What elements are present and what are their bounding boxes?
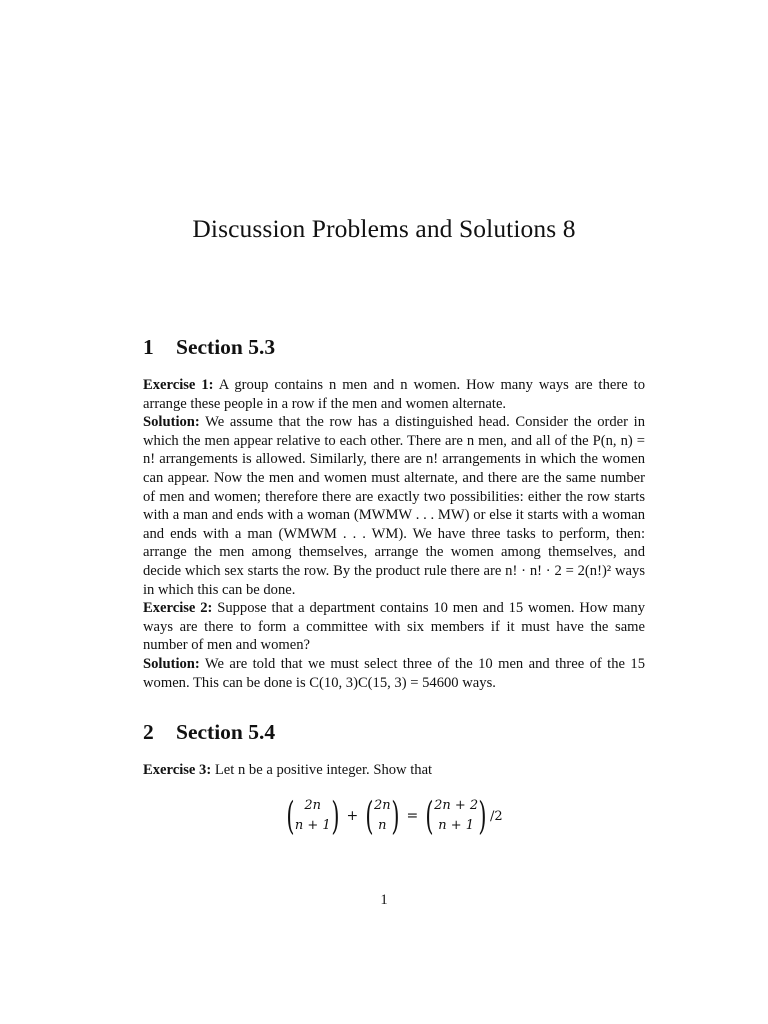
binomial-identity-equation [283,791,503,841]
solution-1-text: We assume that the row has a distinguished head. Consider the order in which the men appear relative to each other. There are n men, and all of the P(n, n) = n! arrangements is allowed. Similarly, there are n! arrangements in which the women can appear. Now the men and women must alternate, and there are the same number of men and women; therefore there are exactly two possibilities: either the row starts with a man and ends with a woman (MWMW . . . MW) or else it starts with a woman and ends with a man (WMWM . . . WM). We have three tasks to perform, then: arrange the men among themselves, arrange the women among themselves, and decide which sex starts the row. By the product rule there are n! · n! · 2 = 2(n!)² ways in which this can be done. [143,414,645,598]
right-paren: ) [391,794,400,838]
exercise-3-text: Let n be a positive integer. Show that [214,762,433,778]
left-paren: ( [286,794,295,838]
section-title: Section 5.4 [176,720,276,744]
section-heading-2 [143,720,275,745]
section-title: Section 5.3 [176,335,276,359]
right-paren: ) [330,794,340,838]
page-title: Discussion Problems and Solutions 8 [192,214,576,243]
solution-1 [143,413,645,599]
binomial-term-2 [362,796,402,836]
exercise-2 [143,599,645,655]
section-2-body [143,761,645,780]
binomial-top: 2n [374,798,391,813]
left-paren: ( [365,794,374,838]
binomial-bottom: n + 1 [294,818,331,833]
exercise-2-label: Exercise 2: [143,600,213,617]
binomial-bottom: n [378,818,387,833]
binomial-top: 2n [304,798,322,813]
solution-2-text: We are told that we must select three of the 10 men and three of the 15 women. This can be done is C(10, 3)C(15, 3) = 54600 ways. [143,655,645,691]
section-heading-1 [143,335,275,360]
page-number: 1 [380,892,388,908]
exercise-3 [143,761,645,780]
binomial-bottom: n + 1 [438,818,475,833]
left-paren: ( [425,794,434,838]
section-number: 1 [143,335,154,359]
binomial-top: 2n + 2 [434,798,479,813]
exercise-1 [143,376,645,413]
plus-operator: + [346,808,359,824]
exercise-1-label: Exercise 1: [143,377,214,393]
solution-1-label: Solution: [143,414,200,431]
exercise-3-label: Exercise 3: [143,762,212,778]
section-number: 2 [143,720,154,744]
equals-operator: = [406,808,419,824]
equation-suffix: /2 [489,808,503,824]
binomial-term-3 [422,796,490,836]
right-paren: ) [478,794,487,838]
exercise-1-text: A group contains n men and n women. How many ways are there to arrange these people in a row if the men and women alternate. [143,377,646,412]
binomial-term-1 [283,796,342,836]
solution-2-label: Solution: [143,655,200,672]
exercise-2-text: Suppose that a department contains 10 men and 15 women. How many ways are there to form a committee with six members if it must have the same number of men and women? [143,600,645,654]
solution-2 [143,655,645,692]
section-1-body [143,376,645,692]
